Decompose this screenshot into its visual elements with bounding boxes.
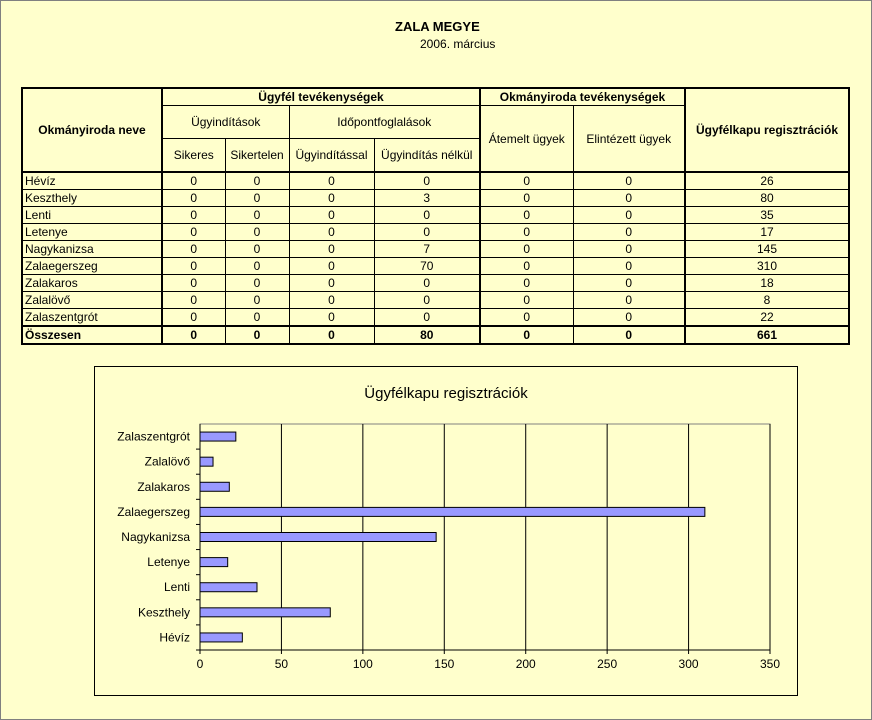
office-name-cell: Lenti [22, 207, 162, 224]
value-cell: 0 [162, 275, 225, 292]
y-tick-label: Zalaszentgrót [117, 429, 190, 444]
value-cell: 0 [225, 292, 289, 309]
value-cell: 0 [162, 172, 225, 190]
bar-Nagykanizsa [200, 533, 436, 542]
table-row [22, 275, 849, 292]
header-ugyfel-group: Ügyfél tevékenységek [162, 88, 480, 106]
office-name-cell: Nagykanizsa [22, 241, 162, 258]
value-cell: 0 [289, 190, 374, 207]
value-cell: 0 [289, 241, 374, 258]
value-cell: 0 [480, 309, 573, 327]
value-cell: 0 [573, 190, 685, 207]
y-tick-label: Zalaegerszeg [117, 504, 190, 519]
header-name: Okmányiroda neve [22, 88, 162, 172]
chart-panel [94, 366, 798, 696]
value-cell: 0 [225, 224, 289, 241]
header-sikeres: Sikeres [162, 139, 225, 173]
value-cell: 0 [480, 258, 573, 275]
value-cell: 0 [573, 275, 685, 292]
value-cell: 0 [480, 275, 573, 292]
value-cell: 0 [480, 292, 573, 309]
data-table [21, 87, 850, 345]
y-tick-label: Zalakaros [137, 479, 190, 494]
x-tick-label: 100 [352, 657, 373, 671]
header-okmany-group: Okmányiroda tevékenységek [480, 88, 685, 106]
value-cell: 0 [573, 224, 685, 241]
value-cell: 0 [225, 241, 289, 258]
table-row [22, 241, 849, 258]
office-name-cell: Zalaegerszeg [22, 258, 162, 275]
value-cell: 0 [225, 258, 289, 275]
office-name-cell: Összesen [22, 326, 162, 344]
y-tick-label: Keszthely [137, 605, 190, 620]
office-name-cell: Zalaszentgrót [22, 309, 162, 327]
value-cell: 0 [289, 309, 374, 327]
value-cell: 310 [685, 258, 849, 275]
value-cell: 0 [573, 292, 685, 309]
value-cell: 0 [162, 326, 225, 344]
value-cell: 0 [374, 207, 480, 224]
value-cell: 0 [162, 292, 225, 309]
bar-Keszthely [200, 608, 330, 617]
bar-Zalalövő [200, 457, 213, 466]
header-ugyinditasok: Ügyindítások [162, 106, 289, 139]
bar-Lenti [200, 583, 257, 592]
value-cell: 0 [573, 241, 685, 258]
header-sikertelen: Sikertelen [225, 139, 289, 173]
header-idopontfoglalasok: Időpontfoglalások [289, 106, 480, 139]
bar-Zalaszentgrót [200, 432, 236, 441]
value-cell: 0 [225, 326, 289, 344]
table-row [22, 292, 849, 309]
value-cell: 0 [225, 207, 289, 224]
value-cell: 8 [685, 292, 849, 309]
value-cell: 0 [289, 172, 374, 190]
value-cell: 18 [685, 275, 849, 292]
value-cell: 0 [225, 190, 289, 207]
value-cell: 80 [685, 190, 849, 207]
page-subtitle: 2006. március [420, 37, 496, 51]
bar-Letenye [200, 558, 228, 567]
table-row [22, 207, 849, 224]
value-cell: 70 [374, 258, 480, 275]
table-row [22, 309, 849, 327]
office-name-cell: Keszthely [22, 190, 162, 207]
value-cell: 0 [225, 275, 289, 292]
value-cell: 35 [685, 207, 849, 224]
header-ugyinditassal: Ügyindítással [289, 139, 374, 173]
office-name-cell: Letenye [22, 224, 162, 241]
value-cell: 22 [685, 309, 849, 327]
value-cell: 0 [162, 190, 225, 207]
value-cell: 0 [480, 241, 573, 258]
x-tick-label: 50 [274, 657, 289, 671]
x-tick-label: 350 [759, 657, 781, 671]
value-cell: 0 [162, 241, 225, 258]
header-atemelt: Átemelt ügyek [480, 106, 573, 173]
value-cell: 0 [573, 258, 685, 275]
y-tick-label: Letenye [147, 555, 190, 570]
value-cell: 0 [573, 207, 685, 224]
value-cell: 0 [480, 326, 573, 344]
bar-chart [95, 367, 797, 695]
header-elintezett: Elintézett ügyek [573, 106, 685, 173]
value-cell: 0 [162, 207, 225, 224]
value-cell: 0 [480, 207, 573, 224]
value-cell: 0 [289, 292, 374, 309]
bar-Zalaegerszeg [200, 507, 705, 516]
value-cell: 0 [289, 326, 374, 344]
value-cell: 0 [374, 292, 480, 309]
value-cell: 0 [289, 224, 374, 241]
bar-Hévíz [200, 633, 242, 642]
value-cell: 0 [289, 207, 374, 224]
value-cell: 0 [289, 258, 374, 275]
value-cell: 0 [225, 309, 289, 327]
value-cell: 3 [374, 190, 480, 207]
value-cell: 0 [374, 309, 480, 327]
value-cell: 0 [374, 172, 480, 190]
x-tick-label: 0 [196, 657, 204, 671]
y-tick-label: Nagykanizsa [121, 530, 190, 544]
x-tick-label: 300 [678, 657, 699, 671]
header-ugyinditas-nelkul: Ügyindítás nélkül [374, 139, 480, 173]
value-cell: 7 [374, 241, 480, 258]
value-cell: 0 [374, 275, 480, 292]
value-cell: 0 [480, 172, 573, 190]
value-cell: 0 [289, 275, 374, 292]
page-title: ZALA MEGYE [395, 19, 480, 34]
value-cell: 26 [685, 172, 849, 190]
bar-Zalakaros [200, 482, 229, 491]
value-cell: 0 [225, 172, 289, 190]
value-cell: 145 [685, 241, 849, 258]
office-name-cell: Zalakaros [22, 275, 162, 292]
value-cell: 661 [685, 326, 849, 344]
value-cell: 0 [573, 326, 685, 344]
value-cell: 80 [374, 326, 480, 344]
office-name-cell: Hévíz [22, 172, 162, 190]
table-row [22, 172, 849, 190]
office-name-cell: Zalalövő [22, 292, 162, 309]
table-row [22, 224, 849, 241]
x-tick-label: 200 [515, 657, 536, 671]
value-cell: 0 [162, 309, 225, 327]
value-cell: 17 [685, 224, 849, 241]
table-row [22, 258, 849, 275]
x-tick-label: 250 [597, 657, 618, 671]
y-tick-label: Hévíz [159, 630, 190, 645]
value-cell: 0 [374, 224, 480, 241]
value-cell: 0 [573, 309, 685, 327]
chart-title: Ügyfélkapu regisztrációk [364, 385, 528, 402]
x-tick-label: 150 [434, 657, 455, 671]
value-cell: 0 [162, 258, 225, 275]
table-total-row [22, 326, 849, 344]
value-cell: 0 [162, 224, 225, 241]
y-tick-label: Lenti [163, 580, 190, 595]
y-tick-label: Zalalövő [144, 454, 190, 469]
table-row [22, 190, 849, 207]
value-cell: 0 [573, 172, 685, 190]
value-cell: 0 [480, 190, 573, 207]
header-ugyfelkapu: Ügyfélkapu regisztrációk [685, 88, 849, 172]
value-cell: 0 [480, 224, 573, 241]
